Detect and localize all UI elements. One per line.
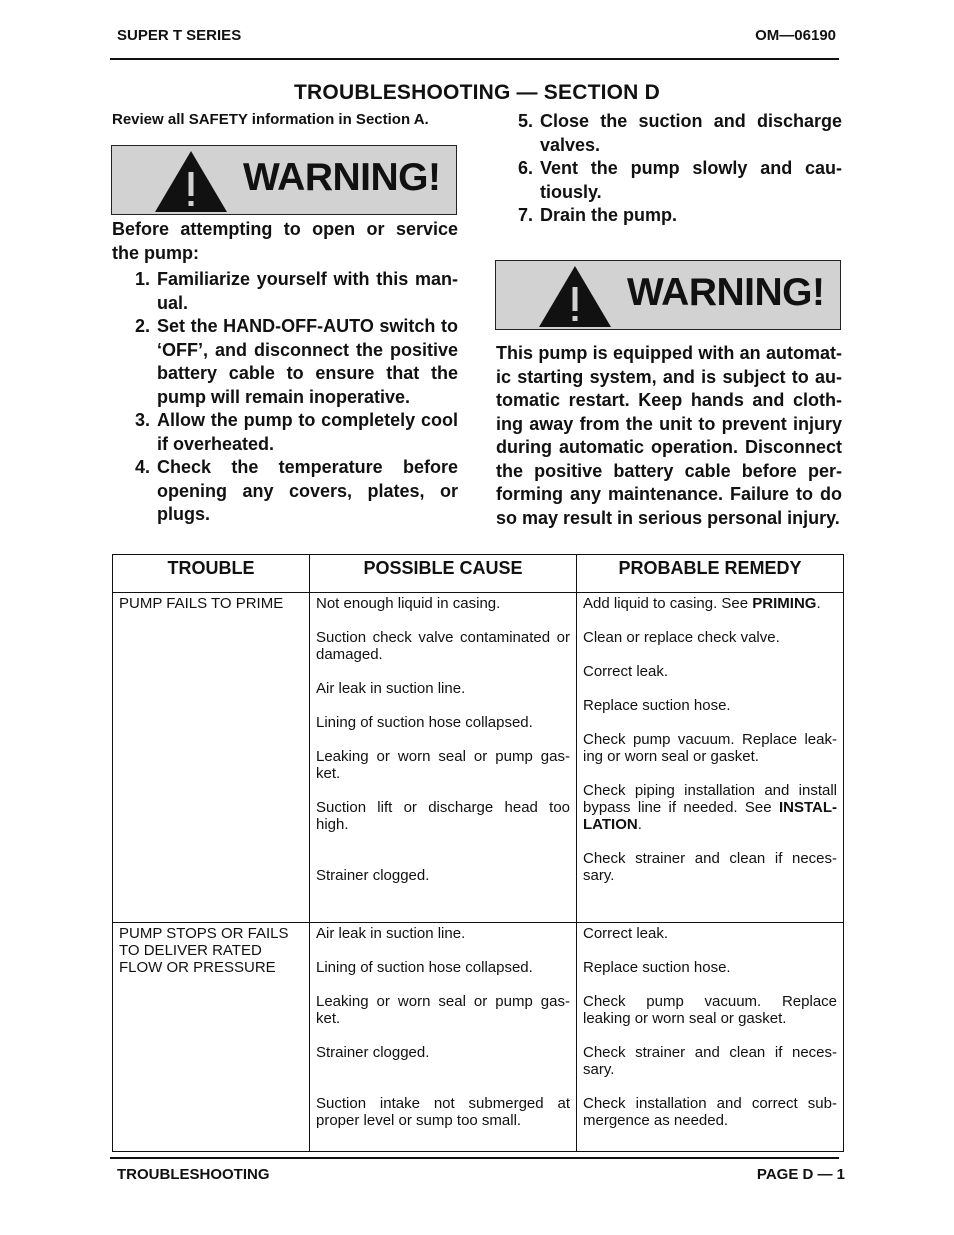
- step-number: 4.: [135, 457, 151, 477]
- remedy-cell: [577, 923, 844, 1152]
- review-note: Review all SAFETY information in Section A.: [112, 111, 429, 128]
- cause-item: Air leak in suction line.: [316, 925, 466, 942]
- step-item: [135, 268, 458, 315]
- cause-item: Lining of suction hose collapsed.: [316, 959, 533, 976]
- remedy-text: Check pump vacuum. Replace leak-ing or worn seal or gasket.: [583, 731, 837, 765]
- step-number: 7.: [518, 205, 534, 225]
- steps-list-left: [135, 268, 458, 527]
- remedy-text-end: .: [816, 595, 821, 612]
- page-title: TROUBLESHOOTING — SECTION D: [294, 81, 660, 104]
- remedy-text: Clean or replace check valve.: [583, 629, 780, 646]
- remedy-text: Correct leak.: [583, 925, 669, 942]
- header-doc-number: OM—06190: [755, 27, 836, 44]
- remedy-item: [583, 731, 837, 765]
- remedy-cell: [577, 593, 844, 923]
- remedy-text: Replace suction hose.: [583, 697, 731, 714]
- step-number: 6.: [518, 158, 534, 178]
- step-item: [518, 157, 842, 204]
- step-text: Close the suction and discharge valves.: [540, 111, 842, 155]
- warning-label: WARNING!: [243, 156, 441, 199]
- remedy-item: [583, 850, 837, 884]
- table-header-row: [113, 555, 844, 593]
- remedy-text: Check strainer and clean if neces-sary.: [583, 1044, 837, 1078]
- step-text: Set the HAND-OFF-AUTO switch to ‘OFF’, and disconnect the positive battery cable to ensure that the pump will remain inoperative.: [157, 316, 458, 407]
- step-number: 5.: [518, 111, 534, 131]
- header-series: SUPER T SERIES: [117, 27, 242, 44]
- table-row: [113, 923, 844, 1152]
- footer-rule: [110, 1157, 839, 1159]
- footer-section: TROUBLESHOOTING: [117, 1166, 270, 1183]
- trouble-cell: PUMP FAILS TO PRIME: [113, 593, 310, 923]
- steps-list-right: [518, 110, 842, 228]
- header-rule: [110, 58, 839, 60]
- cause-item: Air leak in suction line.: [316, 680, 466, 697]
- cause-item: Strainer clogged.: [316, 1044, 430, 1061]
- remedy-text: Add liquid to casing. See: [583, 595, 753, 612]
- remedy-text-end: .: [637, 816, 642, 833]
- remedy-text: Replace suction hose.: [583, 959, 731, 976]
- step-text: Check the temperature before opening any covers, plates, or plugs.: [157, 457, 458, 524]
- table-row: [113, 593, 844, 923]
- remedy-item: [583, 595, 837, 612]
- step-item: [135, 315, 458, 409]
- step-number: 2.: [135, 316, 151, 336]
- remedy-item: [583, 629, 837, 646]
- remedy-text: Check pump vacuum. Replace leaking or worn seal or gasket.: [583, 993, 837, 1027]
- step-item: [135, 456, 458, 527]
- remedy-item: [583, 993, 837, 1027]
- cause-cell: [310, 593, 577, 923]
- step-item: [135, 409, 458, 456]
- cause-item: Leaking or worn seal or pump gas-ket.: [316, 993, 570, 1027]
- step-item: [518, 204, 842, 228]
- warning-box-right: [495, 260, 841, 330]
- cause-item: Lining of suction hose collapsed.: [316, 714, 533, 731]
- remedy-text: Check piping installation and install bypass line if needed. See: [583, 782, 837, 816]
- right-warning-text: This pump is equipped with an automat-ic starting system, and is subject to au-tomatic restart. Keep hands and cloth-ing away from the unit to prevent injury during automatic operation. Disconnect the positive battery cable before per-forming any maintenance. Failure to do so may result in serious personal injury.: [496, 343, 842, 528]
- cause-item: Leaking or worn seal or pump gas-ket.: [316, 748, 570, 782]
- left-intro: Before attempting to open or service the pump:: [112, 219, 458, 263]
- remedy-item: [583, 959, 837, 976]
- remedy-section-ref: INSTAL-LATION: [583, 799, 837, 833]
- cause-item: Suction lift or discharge head too high.: [316, 799, 570, 833]
- step-number: 1.: [135, 269, 151, 289]
- remedy-text: Check strainer and clean if neces-sary.: [583, 850, 837, 884]
- remedy-text: Correct leak.: [583, 663, 669, 680]
- remedy-item: [583, 782, 837, 833]
- remedy-item: [583, 663, 837, 680]
- remedy-item: [583, 697, 837, 714]
- step-item: [518, 110, 842, 157]
- cause-cell: [310, 923, 577, 1152]
- remedy-text: Check installation and correct sub-mergence as needed.: [583, 1095, 837, 1129]
- warning-box-left: [111, 145, 457, 215]
- cause-item: Not enough liquid in casing.: [316, 595, 501, 612]
- trouble-cell: PUMP STOPS OR FAILS TO DELIVER RATED FLOW OR PRESSURE: [113, 923, 310, 1152]
- column-header-remedy: PROBABLE REMEDY: [577, 555, 844, 593]
- remedy-item: [583, 925, 837, 942]
- cause-item: Strainer clogged.: [316, 867, 430, 884]
- remedy-section-ref: PRIMING: [752, 595, 817, 612]
- step-number: 3.: [135, 410, 151, 430]
- step-text: Vent the pump slowly and cau-tiously.: [540, 158, 842, 202]
- troubleshooting-table: [112, 554, 844, 1152]
- step-text: Drain the pump.: [540, 205, 678, 225]
- warning-label: WARNING!: [627, 271, 825, 314]
- cause-item: Suction intake not submerged at proper level or sump too small.: [316, 1095, 570, 1129]
- step-text: Familiarize yourself with this man-ual.: [157, 269, 458, 313]
- remedy-item: [583, 1044, 837, 1078]
- column-header-trouble: TROUBLE: [113, 555, 310, 593]
- remedy-item: [583, 1095, 837, 1129]
- column-header-cause: POSSIBLE CAUSE: [310, 555, 577, 593]
- cause-item: Suction check valve contaminated or damaged.: [316, 629, 570, 663]
- footer-page-number: PAGE D — 1: [756, 1166, 845, 1183]
- step-text: Allow the pump to completely cool if overheated.: [157, 410, 458, 454]
